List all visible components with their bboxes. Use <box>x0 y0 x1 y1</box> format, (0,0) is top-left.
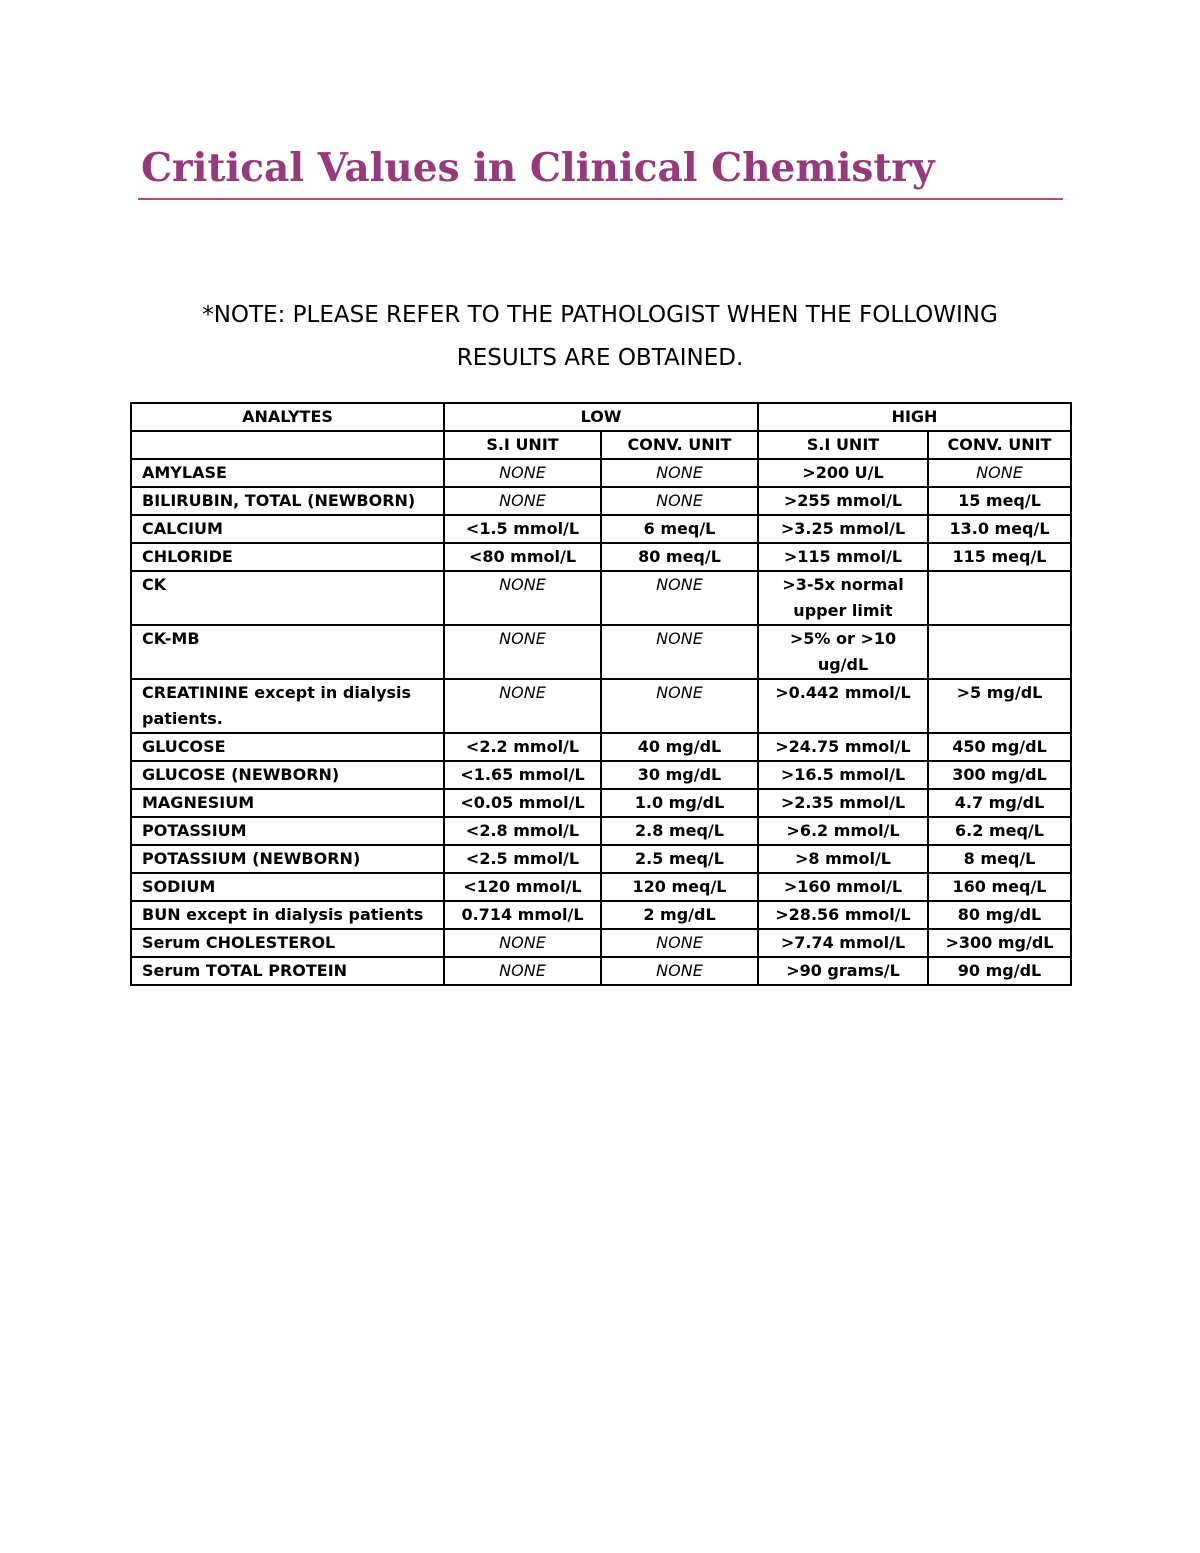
analyte-cell: AMYLASE <box>131 459 444 487</box>
high-conv-cell: >5 mg/dL <box>928 679 1071 733</box>
analyte-cell: CHLORIDE <box>131 543 444 571</box>
high-si-cell: >28.56 mmol/L <box>758 901 928 929</box>
low-si-cell: <1.5 mmol/L <box>444 515 601 543</box>
low-conv-cell: NONE <box>601 625 758 679</box>
high-si-cell: >16.5 mmol/L <box>758 761 928 789</box>
high-conv-cell: 13.0 meq/L <box>928 515 1071 543</box>
table-row <box>131 873 1071 901</box>
analyte-cell: CALCIUM <box>131 515 444 543</box>
low-si-cell: NONE <box>444 487 601 515</box>
analyte-cell: POTASSIUM <box>131 817 444 845</box>
low-si-cell: NONE <box>444 929 601 957</box>
high-conv-cell: 300 mg/dL <box>928 761 1071 789</box>
analyte-cell: Serum CHOLESTEROL <box>131 929 444 957</box>
low-conv-cell: 1.0 mg/dL <box>601 789 758 817</box>
high-conv-cell <box>928 625 1071 679</box>
table-subheader-row <box>131 431 1071 459</box>
low-si-cell: <0.05 mmol/L <box>444 789 601 817</box>
low-conv-cell: 6 meq/L <box>601 515 758 543</box>
analyte-cell: BUN except in dialysis patients <box>131 901 444 929</box>
subheader-low-conv: CONV. UNIT <box>601 431 758 459</box>
high-si-cell: >3.25 mmol/L <box>758 515 928 543</box>
low-si-cell: NONE <box>444 625 601 679</box>
analyte-cell: SODIUM <box>131 873 444 901</box>
table-header-row <box>131 403 1071 431</box>
analyte-cell: GLUCOSE (NEWBORN) <box>131 761 444 789</box>
header-low: LOW <box>444 403 758 431</box>
high-conv-cell: 160 meq/L <box>928 873 1071 901</box>
table-row <box>131 901 1071 929</box>
high-si-line: >3-5x normal <box>782 575 904 594</box>
low-conv-cell: 2.5 meq/L <box>601 845 758 873</box>
high-si-cell <box>758 625 928 679</box>
table-row <box>131 817 1071 845</box>
high-si-cell: >160 mmol/L <box>758 873 928 901</box>
table-row <box>131 733 1071 761</box>
table-row <box>131 957 1071 985</box>
high-si-cell: >24.75 mmol/L <box>758 733 928 761</box>
low-si-cell: NONE <box>444 957 601 985</box>
table-row <box>131 679 1071 733</box>
low-si-cell: <120 mmol/L <box>444 873 601 901</box>
note-line-1: *NOTE: PLEASE REFER TO THE PATHOLOGIST WHEN THE FOLLOWING <box>202 302 998 328</box>
low-conv-cell: NONE <box>601 679 758 733</box>
low-conv-cell: NONE <box>601 487 758 515</box>
low-conv-cell: 40 mg/dL <box>601 733 758 761</box>
analyte-line: patients. <box>142 709 223 728</box>
pathologist-note <box>100 294 1100 380</box>
high-conv-cell: 115 meq/L <box>928 543 1071 571</box>
analyte-cell: POTASSIUM (NEWBORN) <box>131 845 444 873</box>
low-si-cell: <2.5 mmol/L <box>444 845 601 873</box>
low-si-cell: <1.65 mmol/L <box>444 761 601 789</box>
high-si-cell: >200 U/L <box>758 459 928 487</box>
low-si-cell: NONE <box>444 679 601 733</box>
high-conv-cell: NONE <box>928 459 1071 487</box>
low-si-cell: NONE <box>444 571 601 625</box>
low-conv-cell: NONE <box>601 571 758 625</box>
high-conv-cell: 450 mg/dL <box>928 733 1071 761</box>
high-si-cell <box>758 571 928 625</box>
high-conv-cell: 15 meq/L <box>928 487 1071 515</box>
high-si-cell: >7.74 mmol/L <box>758 929 928 957</box>
analyte-cell: Serum TOTAL PROTEIN <box>131 957 444 985</box>
title-divider <box>138 198 1063 200</box>
high-si-cell: >0.442 mmol/L <box>758 679 928 733</box>
high-conv-cell: 4.7 mg/dL <box>928 789 1071 817</box>
table-row <box>131 515 1071 543</box>
table-row <box>131 459 1071 487</box>
table-row <box>131 761 1071 789</box>
header-high: HIGH <box>758 403 1071 431</box>
low-si-cell: <80 mmol/L <box>444 543 601 571</box>
high-si-cell: >90 grams/L <box>758 957 928 985</box>
table-row <box>131 543 1071 571</box>
low-si-cell: 0.714 mmol/L <box>444 901 601 929</box>
table-row <box>131 929 1071 957</box>
table-row <box>131 487 1071 515</box>
subheader-high-conv: CONV. UNIT <box>928 431 1071 459</box>
analyte-cell: CK <box>131 571 444 625</box>
subheader-high-si: S.I UNIT <box>758 431 928 459</box>
analyte-cell <box>131 679 444 733</box>
high-si-cell: >2.35 mmol/L <box>758 789 928 817</box>
high-conv-cell: >300 mg/dL <box>928 929 1071 957</box>
low-conv-cell: NONE <box>601 957 758 985</box>
analyte-line: CREATININE except in dialysis <box>142 683 412 702</box>
low-si-cell: NONE <box>444 459 601 487</box>
note-line-2: RESULTS ARE OBTAINED. <box>456 345 744 371</box>
high-conv-cell: 6.2 meq/L <box>928 817 1071 845</box>
high-si-line: ug/dL <box>817 655 869 674</box>
analyte-cell: CK-MB <box>131 625 444 679</box>
low-conv-cell: NONE <box>601 929 758 957</box>
table-row <box>131 845 1071 873</box>
low-conv-cell: 120 meq/L <box>601 873 758 901</box>
page-title: Critical Values in Clinical Chemistry <box>141 145 935 191</box>
high-conv-cell <box>928 571 1071 625</box>
critical-values-table <box>130 402 1072 986</box>
low-conv-cell: 2.8 meq/L <box>601 817 758 845</box>
high-si-cell: >8 mmol/L <box>758 845 928 873</box>
low-conv-cell: 30 mg/dL <box>601 761 758 789</box>
header-analytes: ANALYTES <box>131 403 444 431</box>
high-conv-cell: 8 meq/L <box>928 845 1071 873</box>
low-si-cell: <2.2 mmol/L <box>444 733 601 761</box>
subheader-low-si: S.I UNIT <box>444 431 601 459</box>
high-si-cell: >255 mmol/L <box>758 487 928 515</box>
low-si-cell: <2.8 mmol/L <box>444 817 601 845</box>
high-conv-cell: 80 mg/dL <box>928 901 1071 929</box>
analyte-cell: GLUCOSE <box>131 733 444 761</box>
low-conv-cell: 2 mg/dL <box>601 901 758 929</box>
analyte-cell: MAGNESIUM <box>131 789 444 817</box>
high-conv-cell: 90 mg/dL <box>928 957 1071 985</box>
table-row <box>131 571 1071 625</box>
table-row <box>131 789 1071 817</box>
high-si-cell: >115 mmol/L <box>758 543 928 571</box>
high-si-line: upper limit <box>793 601 893 620</box>
subheader-empty <box>131 431 444 459</box>
table-row <box>131 625 1071 679</box>
analyte-cell: BILIRUBIN, TOTAL (NEWBORN) <box>131 487 444 515</box>
low-conv-cell: 80 meq/L <box>601 543 758 571</box>
high-si-cell: >6.2 mmol/L <box>758 817 928 845</box>
low-conv-cell: NONE <box>601 459 758 487</box>
high-si-line: >5% or >10 <box>789 629 897 648</box>
